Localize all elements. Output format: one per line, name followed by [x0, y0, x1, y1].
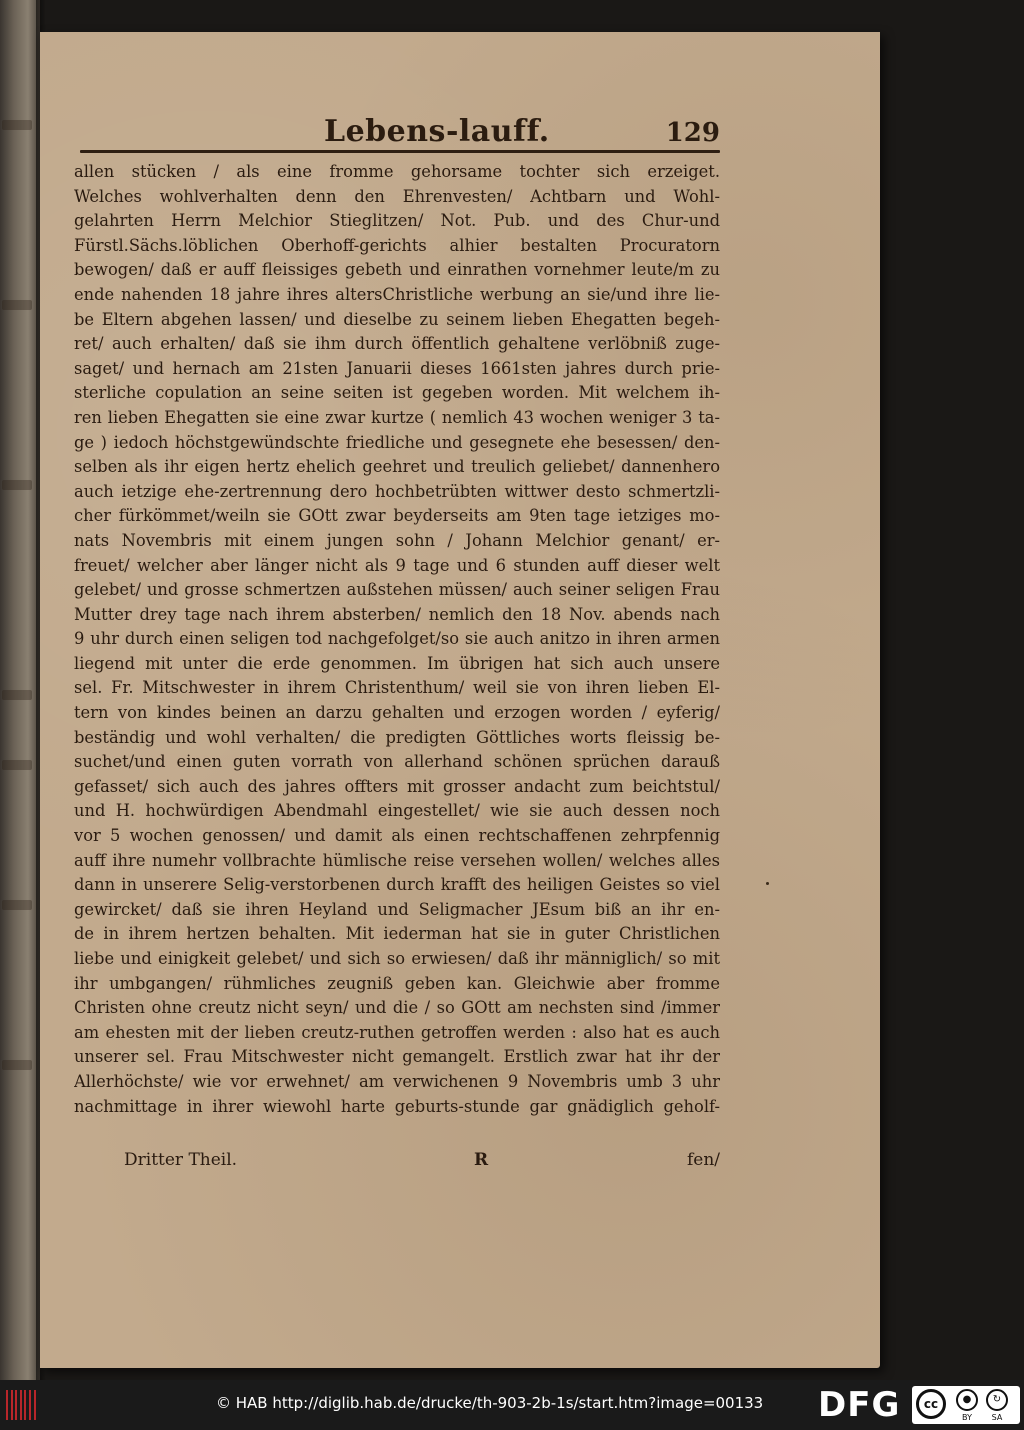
text-line: gewircket/ daß sie ihren Heyland und Seligmacher JEsum biß an ihr en-: [74, 899, 720, 919]
text-line: Allerhöchste/ wie vor erwehnet/ am verwichenen 9 Novembris umb 3 uhr: [74, 1071, 720, 1091]
bleed-mark: [2, 480, 32, 490]
book-page: [40, 32, 880, 1368]
text-line: Mutter drey tage nach ihrem absterben/ nemlich den 18 Nov. abends nach: [74, 604, 720, 624]
volume-signature: Dritter Theil.: [124, 1150, 238, 1170]
barcode-icon: [6, 1390, 38, 1420]
share-alike-icon: ↻: [986, 1389, 1008, 1411]
text-line: Fürstl.Sächs.löblichen Oberhoff-gerichts alhier bestalten Procuratorn: [74, 235, 720, 255]
paper-speck: [766, 882, 769, 885]
text-line: 9 uhr durch einen seligen tod nachgefolget/so sie auch anitzo in ihren armen: [74, 629, 720, 649]
catchword: fen/: [686, 1150, 720, 1170]
text-line: cher fürkömmet/weiln sie GOtt zwar beyderseits am 9ten tage ietziges mo-: [74, 506, 720, 526]
text-line: sel. Fr. Mitschwester in ihrem Christenthum/ weil sie von ihren lieben El-: [74, 678, 720, 698]
text-line: Welches wohlverhalten denn den Ehrenvesten/ Achtbarn und Wohl-: [74, 186, 720, 206]
text-line: auch ietzige ehe-zertrennung dero hochbetrübten wittwer desto schmertzli-: [74, 481, 720, 501]
text-line: und H. hochwürdigen Abendmahl eingestellet/ wie sie auch dessen noch: [74, 801, 720, 821]
source-credit-link[interactable]: © HAB http://diglib.hab.de/drucke/th-903-2b-1s/start.htm?image=00133: [216, 1394, 764, 1412]
header-rule: [80, 150, 720, 153]
text-line: ihr umbgangen/ rühmliches zeugniß geben kan. Gleichwie aber fromme: [74, 973, 720, 993]
text-line: unserer sel. Frau Mitschwester nicht gemangelt. Erstlich zwar hat ihr der: [74, 1047, 720, 1067]
text-line: am ehesten mit der lieben creutz-ruthen getroffen werden : also hat es auch: [74, 1022, 720, 1042]
text-line: sterliche copulation an seine seiten ist gegeben worden. Mit welchem ih-: [74, 383, 720, 403]
text-line: ge ) iedoch höchstgewündschte friedliche und gesegnete ehe besessen/ den-: [74, 432, 720, 452]
text-line: de in ihrem hertzen behalten. Mit iederman hat sie in guter Christlichen: [74, 924, 720, 944]
running-title: Lebens-lauff.: [324, 114, 550, 149]
text-line: nachmittage in ihrer wiewohl harte geburts-stunde gar gnädiglich geholf-: [74, 1096, 720, 1116]
attribution-icon: ●: [956, 1389, 978, 1411]
gathering-signature: R: [474, 1150, 489, 1170]
text-line: allen stücken / als eine fromme gehorsame tochter sich erzeiget.: [74, 162, 720, 181]
cc-icon: cc: [916, 1389, 946, 1419]
text-line: suchet/und einen guten vorrath von allerhand schönen sprüchen darauß: [74, 752, 720, 772]
bleed-mark: [2, 760, 32, 770]
cc-license-badge[interactable]: [912, 1386, 1020, 1424]
by-label: BY: [962, 1413, 972, 1422]
text-line: vor 5 wochen genossen/ und damit als einen rechtschaffenen zehrpfennig: [74, 826, 720, 846]
sa-label: SA: [991, 1413, 1003, 1422]
text-line: gelebet/ und grosse schmertzen außstehen müssen/ auch seiner seligen Frau: [74, 580, 720, 600]
text-line: saget/ und hernach am 21sten Januarii dieses 1661sten jahres durch prie-: [74, 358, 720, 378]
text-line: nats Novembris mit einem jungen sohn / Johann Melchior genant/ er-: [74, 530, 720, 550]
text-line: liegend mit unter die erde genommen. Im übrigen hat sich auch unsere: [74, 653, 720, 673]
previous-page-edge: [0, 0, 40, 1380]
text-line: selben als ihr eigen hertz ehelich geehret und treulich geliebet/ dannenhero: [74, 457, 720, 477]
text-line: ende nahenden 18 jahre ihres altersChristliche werbung an sie/und ihre lie-: [74, 284, 720, 304]
bleed-mark: [2, 1060, 32, 1070]
text-line: Christen ohne creutz nicht seyn/ und die / so GOtt am nechsten sind /immer: [74, 998, 720, 1018]
text-line: beständig und wohl verhalten/ die predigten Göttliches worts fleissig be-: [74, 727, 720, 747]
page-footer: [74, 1150, 720, 1180]
text-line: ret/ auch erhalten/ daß sie ihm durch öffentlich gehaltene verlöbniß zuge-: [74, 334, 720, 354]
dfg-logo: DFG: [818, 1385, 901, 1425]
text-line: gefasset/ sich auch des jahres offters mit grosser andacht zum beichtstul/: [74, 776, 720, 796]
page-header: [74, 114, 720, 162]
text-line: liebe und einigkeit gelebet/ und sich so erwiesen/ daß ihr männiglich/ so mit: [74, 949, 720, 968]
bleed-mark: [2, 690, 32, 700]
page-number: 129: [665, 118, 720, 148]
text-line: be Eltern abgehen lassen/ und dieselbe zu seinem lieben Ehegatten begeh-: [74, 309, 720, 329]
bleed-mark: [2, 300, 32, 310]
text-line: bewogen/ daß er auff fleissiges gebeth und einrathen vornehmer leute/m zu: [74, 260, 720, 280]
bleed-mark: [2, 900, 32, 910]
text-line: ren lieben Ehegatten sie eine zwar kurtze ( nemlich 43 wochen weniger 3 ta-: [74, 407, 720, 427]
body-text: [74, 160, 720, 1119]
text-line: freuet/ welcher aber länger nicht als 9 tage und 6 stunden auff dieser welt: [74, 555, 720, 575]
text-line: auff ihre numehr vollbrachte hümlische reise versehen wollen/ welches alles: [74, 850, 720, 870]
text-line: gelahrten Herrn Melchior Stieglitzen/ Not. Pub. und des Chur-und: [74, 211, 720, 231]
text-line: tern von kindes beinen an darzu gehalten und erzogen worden / eyferig/: [74, 703, 720, 723]
footer-bar: [0, 1380, 1024, 1430]
text-line: dann in unserere Selig-verstorbenen durch krafft des heiligen Geistes so viel: [74, 875, 720, 895]
bleed-mark: [2, 120, 32, 130]
